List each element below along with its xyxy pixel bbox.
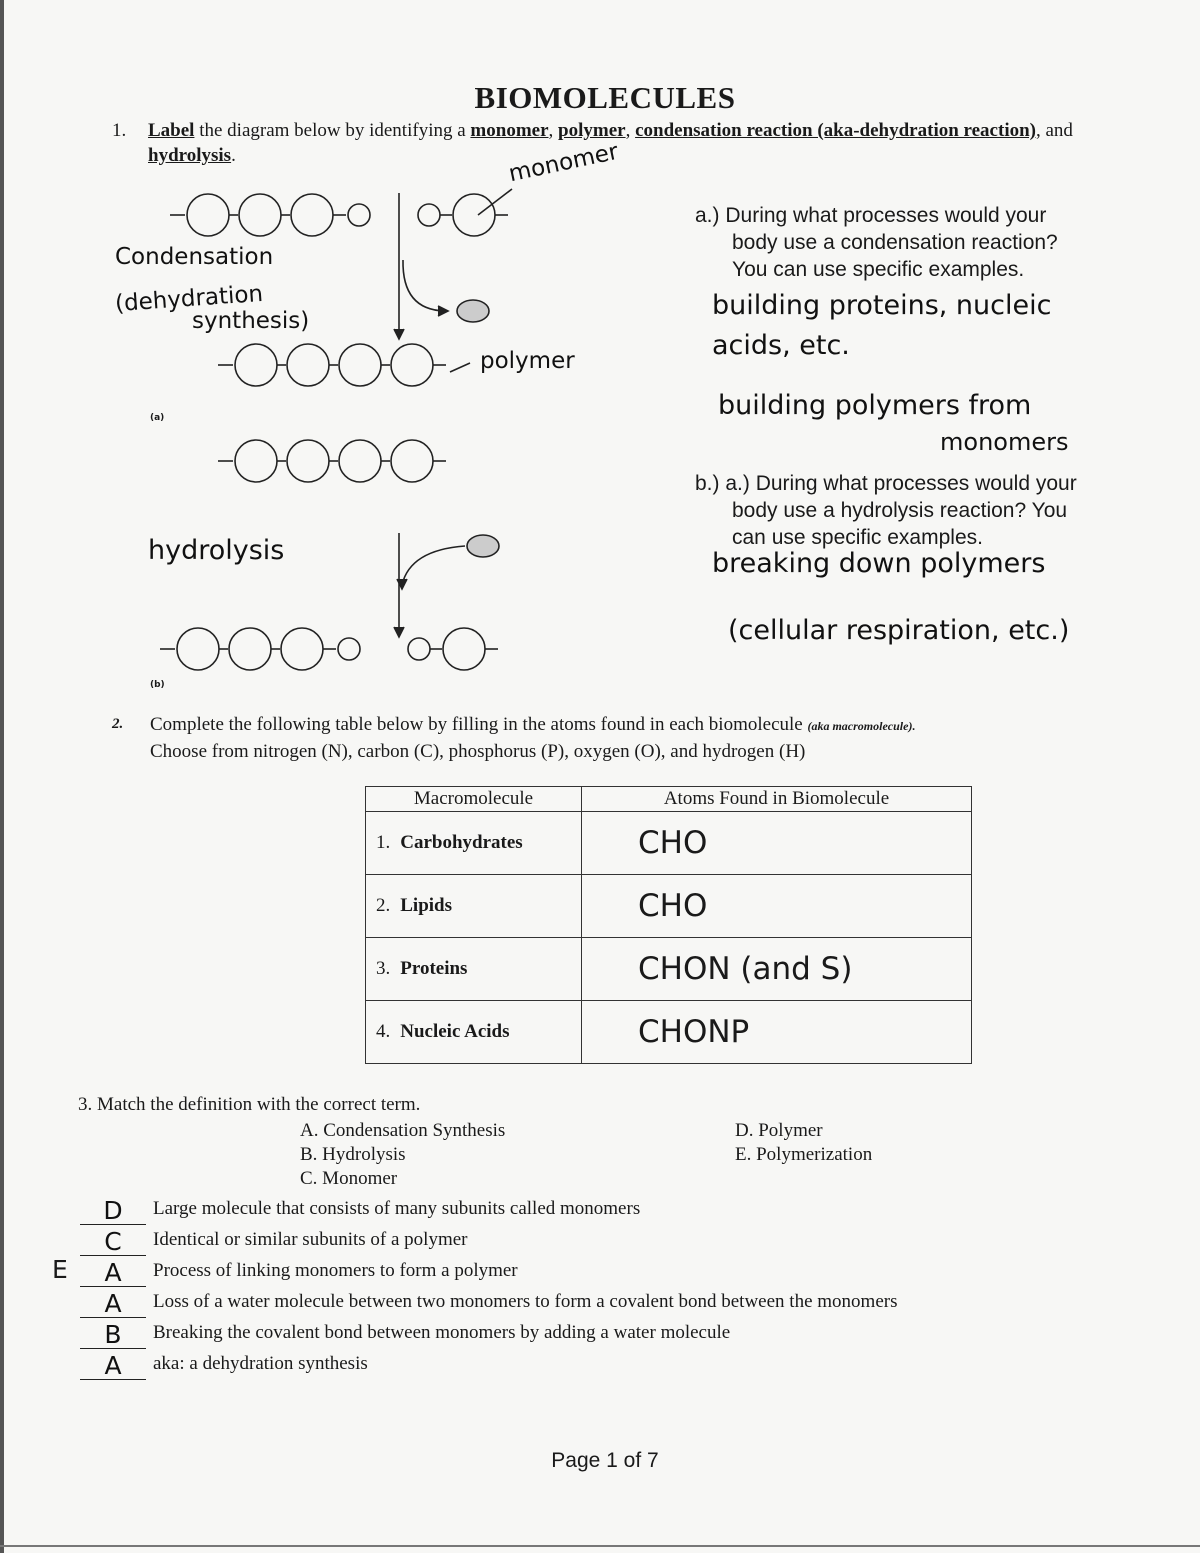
term-item: A. Condensation Synthesis xyxy=(300,1120,506,1141)
answer-1a-line-4: monomers xyxy=(940,428,1069,456)
answer-blank[interactable]: D xyxy=(80,1200,146,1225)
q1-monomer-word: monomer xyxy=(470,120,549,141)
label-hydrolysis: hydrolysis xyxy=(148,535,285,566)
match-row xyxy=(80,1258,1080,1289)
macromolecule-name: Lipids xyxy=(400,895,453,916)
q1-polymer-word: polymer xyxy=(558,120,626,141)
question-3-prompt: 3. Match the definition with the correct term. xyxy=(78,1094,421,1115)
figure-b-tag: (b) xyxy=(150,680,165,690)
scan-edge-left xyxy=(0,0,4,1553)
table-row xyxy=(366,938,972,1001)
q1-text-part: , xyxy=(625,120,636,141)
question-2 xyxy=(112,712,1112,764)
q1-condensation-words: condensation reaction (aka-dehydration reaction) xyxy=(635,120,1036,141)
table-header: Atoms Found in Biomolecule xyxy=(582,787,972,812)
question-1a-line: body use a condensation reaction? xyxy=(732,231,1058,254)
answer-blank[interactable]: A xyxy=(80,1355,146,1380)
answer-1a-line-1: building proteins, nucleic xyxy=(712,290,1052,321)
figure-a-tag: (a) xyxy=(150,413,165,423)
question-1b-line: can use specific examples. xyxy=(732,526,983,549)
page-title: BIOMOLECULES xyxy=(474,80,736,115)
match-row xyxy=(80,1289,1080,1320)
table-header: Macromolecule xyxy=(366,787,582,812)
row-number: 4. xyxy=(376,1021,391,1042)
row-number: 2. xyxy=(376,895,391,916)
macromolecule-cell xyxy=(366,938,582,1001)
question-1a xyxy=(695,202,1058,283)
question-2-aka: (aka macromolecule). xyxy=(807,719,916,733)
question-2-line-1: Complete the following table below by filling in the atoms found in each biomolecule xyxy=(150,714,803,735)
terms-left xyxy=(300,1119,505,1191)
answer-1b-line-1: breaking down polymers xyxy=(712,548,1046,579)
macromolecule-name: Carbohydrates xyxy=(400,832,523,853)
q1-text-part: the diagram below by identifying a xyxy=(194,120,471,141)
table-row xyxy=(366,812,972,875)
atoms-cell: CHO xyxy=(582,875,972,938)
question-1b-line: During what processes would your xyxy=(755,472,1077,495)
label-dehydration: (dehydration xyxy=(114,280,264,318)
answer-1a-line-3: building polymers from xyxy=(718,390,1032,421)
q1-text-part: , and xyxy=(1036,120,1073,141)
definition-text: aka: a dehydration synthesis xyxy=(153,1353,368,1374)
atoms-cell: CHONP xyxy=(582,1001,972,1064)
macromolecule-name: Proteins xyxy=(400,958,468,979)
macromolecule-table xyxy=(365,786,972,1064)
q1-hydrolysis-word: hydrolysis xyxy=(148,145,232,166)
q1-text-part: , xyxy=(548,120,559,141)
question-1a-line: You can use specific examples. xyxy=(732,258,1025,281)
question-2-line-2: Choose from nitrogen (N), carbon (C), phosphorus (P), oxygen (O), and hydrogen (H) xyxy=(150,741,806,762)
label-polymer: polymer xyxy=(480,348,575,374)
question-2-number: 2. xyxy=(112,716,124,732)
term-item: B. Hydrolysis xyxy=(300,1144,406,1165)
definition-text: Breaking the covalent bond between monomers by adding a water molecule xyxy=(153,1322,731,1343)
term-item: D. Polymer xyxy=(735,1120,823,1141)
row-number: 3. xyxy=(376,958,391,979)
macromolecule-cell xyxy=(366,1001,582,1064)
question-1-text xyxy=(148,118,1102,168)
row-number: 1. xyxy=(376,832,391,853)
question-1b xyxy=(695,470,1077,551)
answer-blank[interactable]: A xyxy=(80,1293,146,1318)
answer-blank[interactable]: C xyxy=(80,1231,146,1256)
atoms-cell: CHON (and S) xyxy=(582,938,972,1001)
answer-blank[interactable]: B xyxy=(80,1324,146,1349)
label-condensation: Condensation xyxy=(115,244,274,270)
question-1a-prefix: a.) xyxy=(695,204,720,227)
answer-1b-line-2: (cellular respiration, etc.) xyxy=(728,615,1070,646)
match-row xyxy=(80,1227,1080,1258)
macromolecule-cell xyxy=(366,875,582,938)
question-2-text xyxy=(150,712,1112,764)
table-header-row xyxy=(366,787,972,812)
question-1b-line: body use a hydrolysis reaction? You xyxy=(732,499,1068,522)
table-row xyxy=(366,1001,972,1064)
definition-text: Large molecule that consists of many subunits called monomers xyxy=(153,1198,641,1219)
table-row xyxy=(366,875,972,938)
term-item: C. Monomer xyxy=(300,1168,398,1189)
match-row xyxy=(80,1351,1080,1382)
atoms-cell: CHO xyxy=(582,812,972,875)
macromolecule-name: Nucleic Acids xyxy=(400,1021,510,1042)
scan-edge-bottom xyxy=(0,1545,1200,1547)
answer-1a-line-2: acids, etc. xyxy=(712,330,850,361)
definition-text: Loss of a water molecule between two monomers to form a covalent bond between the monomers xyxy=(153,1291,898,1312)
term-item: E. Polymerization xyxy=(735,1144,873,1165)
page-number: Page 1 of 7 xyxy=(551,1449,659,1472)
question-1-number: 1. xyxy=(112,120,127,141)
definition-text: Identical or similar subunits of a polymer xyxy=(153,1229,468,1250)
match-row xyxy=(80,1320,1080,1351)
question-1a-line: During what processes would your xyxy=(725,204,1047,227)
q1-text-part: . xyxy=(231,145,236,166)
terms-right xyxy=(735,1119,872,1167)
label-monomer: monomer xyxy=(506,138,621,188)
q1-label-word: Label xyxy=(148,120,195,141)
handwritten-extra-answer: E xyxy=(52,1255,68,1284)
definition-text: Process of linking monomers to form a polymer xyxy=(153,1260,518,1281)
label-synthesis: synthesis) xyxy=(192,308,310,334)
question-1b-prefix: b.) a.) xyxy=(695,472,750,495)
macromolecule-cell xyxy=(366,812,582,875)
matching-list xyxy=(80,1196,1080,1382)
match-row xyxy=(80,1196,1080,1227)
answer-blank[interactable]: A xyxy=(80,1262,146,1287)
